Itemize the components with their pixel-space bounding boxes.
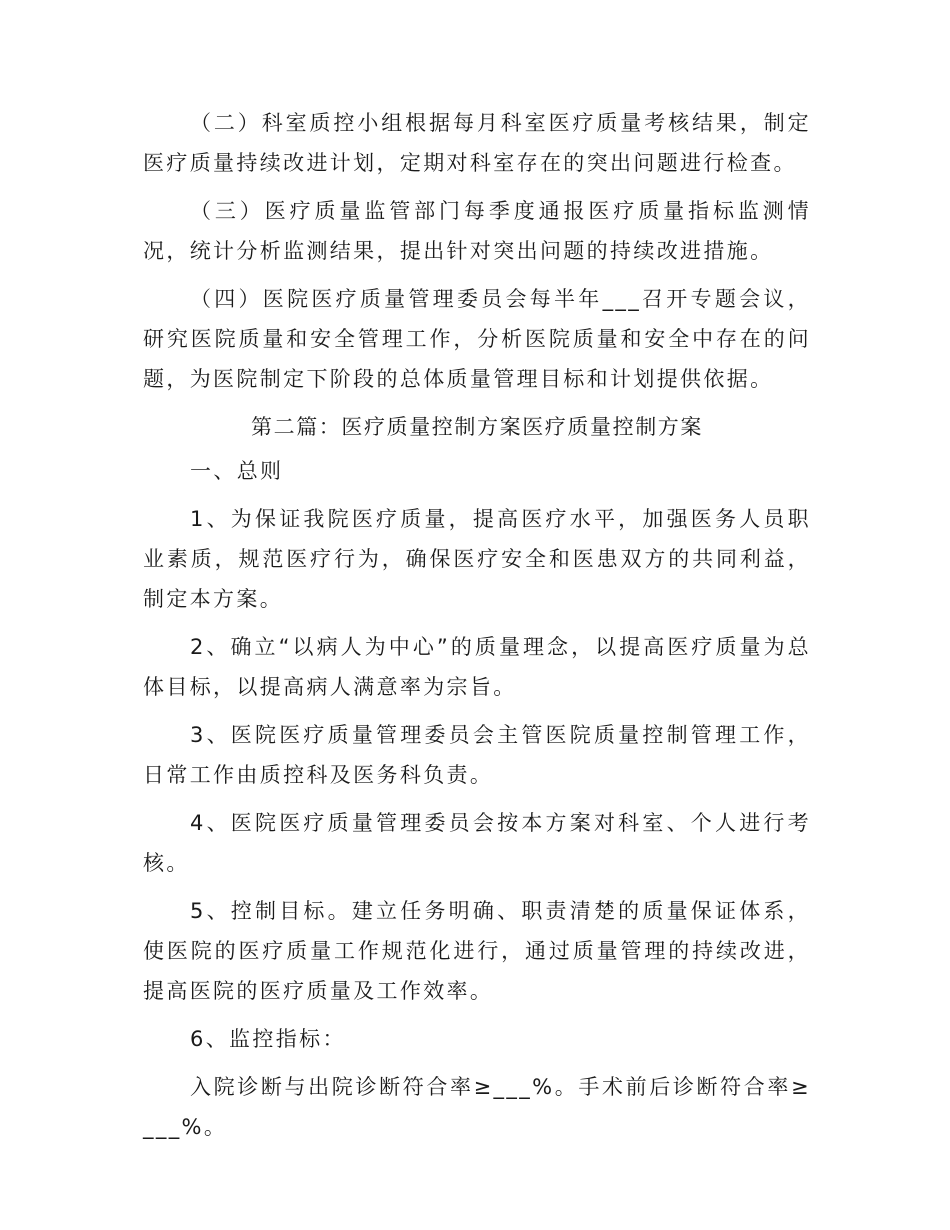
clause-1: 1、为保证我院医疗质量，提高医疗水平，加强医务人员职业素质，规范医疗行为，确保医疗安全和医患双方的共同利益，制定本方案。 [143, 507, 811, 611]
clause-5: 5、控制目标。建立任务明确、职责清楚的质量保证体系，使医院的医疗质量工作规范化进行，通过质量管理的持续改进，提高医院的医疗质量及工作效率。 [143, 899, 811, 1003]
document-body [143, 103, 811, 1147]
subsection-general-principles: 一、总则 [190, 459, 284, 483]
clause-4: 4、医院医疗质量管理委员会按本方案对科室、个人进行考核。 [143, 811, 811, 875]
paragraph-dept-qc-group: （二）科室质控小组根据每月科室医疗质量考核结果，制定医疗质量持续改进计划，定期对科室存在的突出问题进行检查。 [143, 111, 811, 175]
clause-3: 3、医院医疗质量管理委员会主管医院质量控制管理工作，日常工作由质控科及医务科负责。 [143, 723, 811, 787]
section-title: 第二篇：医疗质量控制方案医疗质量控制方案 [251, 415, 703, 439]
clause-2: 2、确立“以病人为中心”的质量理念，以提高医疗质量为总体目标，以提高病人满意率为宗旨。 [143, 635, 811, 699]
paragraph-quality-committee-meeting: （四）医院医疗质量管理委员会每半年___召开专题会议，研究医院质量和安全管理工作，分析医院质量和安全中存在的问题，为医院制定下阶段的总体质量管理目标和计划提供依据。 [143, 287, 811, 391]
paragraph-quality-supervision-dept: （三）医疗质量监管部门每季度通报医疗质量指标监测情况，统计分析监测结果，提出针对突出问题的持续改进措施。 [143, 199, 811, 263]
clause-6: 6、监控指标： [190, 1027, 346, 1051]
monitoring-indicators: 入院诊断与出院诊断符合率≥___%。手术前后诊断符合率≥___%。 [143, 1075, 811, 1139]
